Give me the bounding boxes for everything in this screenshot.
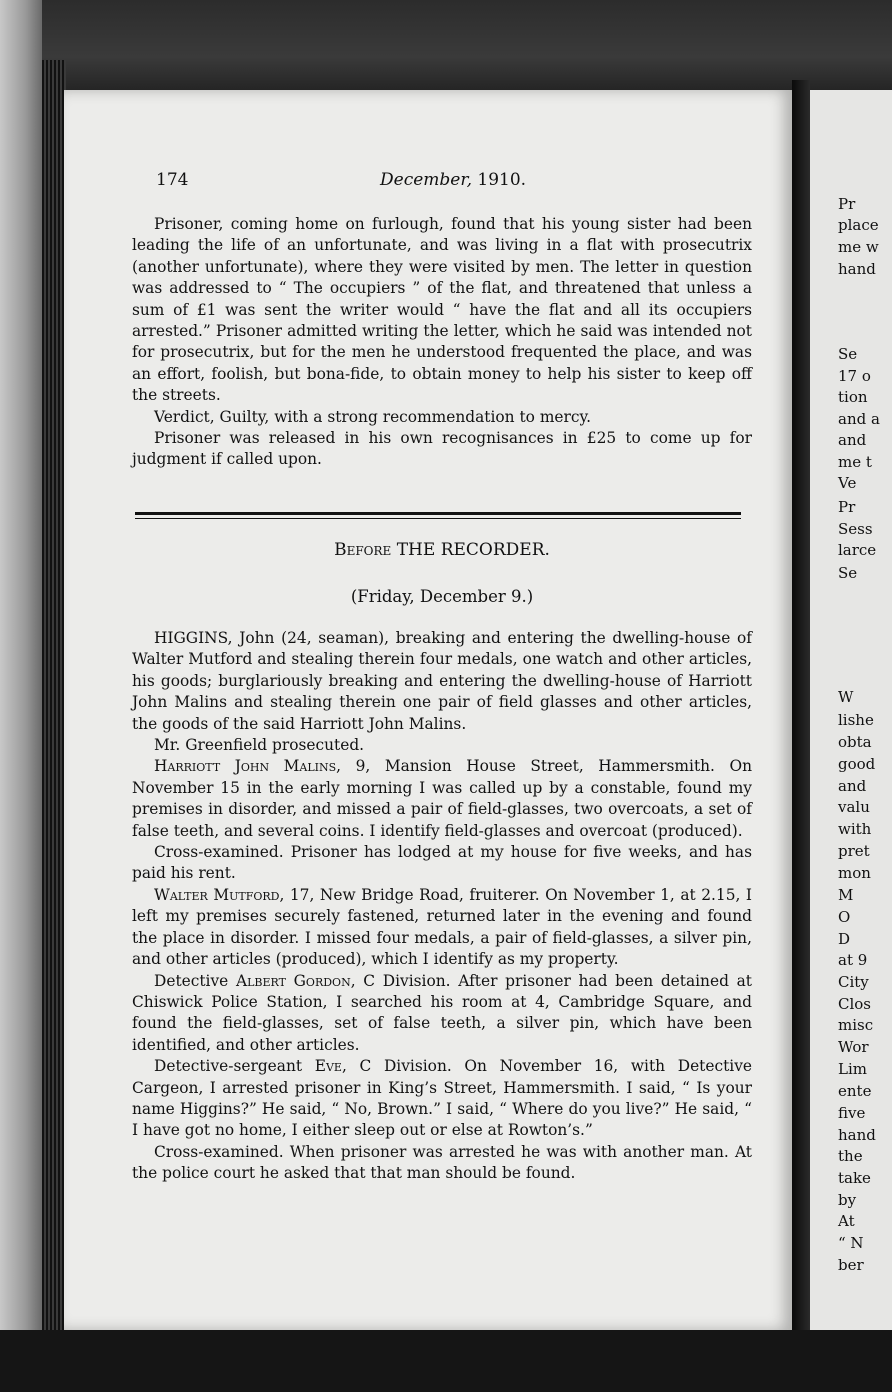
scan-top-border [0, 0, 892, 95]
right-page-fragment: Sess [838, 520, 873, 538]
right-page-fragment: five [838, 1104, 866, 1122]
right-page-fragment: misc [838, 1016, 874, 1034]
previous-case-text [132, 214, 752, 471]
sentence-paragraph: Prisoner was released in his own recognisances in £25 to come up for judgment if called upon. [132, 429, 752, 469]
book-gutter [792, 80, 810, 1350]
right-page-fragment: obta [838, 733, 872, 751]
indictment-paragraph: HIGGINS, John (24, seaman), breaking and entering the dwelling-house of Walter Mutford and stealing therein four medals, one watch and other articles, his goods; burglariously breaking and entering the dwelling-house of Harriott John Malins and stealing therein one pair of field glasses and other articles, the goods of the said Harriott John Malins. [132, 629, 752, 733]
section-divider [135, 512, 741, 519]
right-page-fragment: me w [838, 238, 879, 256]
book-page-edges [42, 60, 66, 1330]
right-page-fragment: lishe [838, 711, 874, 729]
witness-mutford-paragraph: Walter Mutford, 17, New Bridge Road, fruiterer. On November 1, at 2.15, I left my premises securely fastened, returned later in the evening and found the place in disorder. I missed four medals, a pair of field-glasses, a silver pin, and other articles (produced), which I identify as my property. [132, 885, 752, 969]
witness-name: Walter Mutford [154, 885, 280, 904]
right-page-fragment: good [838, 755, 876, 773]
witness-malins-paragraph: Harriott John Malins, 9, Mansion House Street, Hammersmith. On November 15 in the early morning I was called up by a constable, found my premises in disorder, and missed a pair of field-glasses, two overcoats, a set of false teeth, and several coins. I identify field-glasses and overcoat (produced). [132, 757, 752, 840]
right-page-fragment: hand [838, 260, 876, 278]
right-page-fragment: by [838, 1191, 857, 1209]
right-page-fragment: O [838, 908, 851, 926]
higgins-case-text [132, 628, 752, 1185]
right-page-fragment: at 9 [838, 951, 868, 969]
right-page-fragment: mon [838, 864, 871, 882]
right-page-fragment: City [838, 973, 869, 991]
right-page-fragment: take [838, 1169, 871, 1187]
header-year: 1910. [477, 170, 527, 190]
heading-before: Before [334, 540, 392, 560]
right-page-fragment: D [838, 930, 851, 948]
right-page-fragment: Clos [838, 995, 872, 1013]
right-page-fragment: and a [838, 410, 880, 428]
scan-left-margin [0, 0, 42, 1392]
right-page-fragment: valu [838, 798, 870, 816]
right-page-fragment: Se [838, 564, 858, 582]
right-page-fragment: 17 o [838, 367, 871, 385]
right-page-fragment: pret [838, 842, 870, 860]
page-number: 174 [156, 170, 189, 190]
right-page-fragment: Wor [838, 1038, 869, 1056]
right-page-fragment: M [838, 886, 854, 904]
right-page-fragment: Ve [838, 474, 857, 492]
right-page-fragment: ber [838, 1256, 864, 1274]
verdict-paragraph: Verdict, Guilty, with a strong recommendation to mercy. [154, 407, 592, 426]
prosecution-paragraph: Mr. Greenfield prosecuted. [154, 736, 365, 755]
right-page-fragment: tion [838, 388, 868, 406]
header-month: December, [380, 170, 472, 190]
right-page-fragment: and [838, 777, 867, 795]
right-page-fragment: larce [838, 541, 877, 559]
header-date [380, 170, 526, 190]
witness-name: Eve [314, 1057, 342, 1076]
heading-recorder: THE RECORDER. [396, 540, 550, 560]
witness-name: Albert Gordon [235, 971, 351, 990]
case-summary-paragraph: Prisoner, coming home on furlough, found that his young sister had been leading the life of an unfortunate, and was living in a flat with prosecutrix (another unfortunate), where they were visited by men. The letter in question was addressed to “ The occupiers ” of the flat, and threatened that unless a sum of £1 was sent the writer would “ have the flat and all its occupiers arrested.” Prisoner admitted writing the letter, which he said was intended not for prosecutrix, but for the men he understood frequented the place, and was an effort, foolish, but bona-fide, to obtain money to help his sister to keep off the streets. [132, 215, 752, 405]
right-page-fragment: Se [838, 345, 858, 363]
sitting-date: (Friday, December 9.) [350, 587, 534, 606]
running-header [92, 170, 772, 200]
right-page-fragment: the [838, 1147, 863, 1165]
right-page-fragment: Pr [838, 195, 856, 213]
witness-eve-paragraph: Detective-sergeant Eve, C Division. On November 16, with Detective Cargeon, I arrested prisoner in King’s Street, Hammersmith. I said, “ Is your name Higgins?” He said, “ No, Brown.” I said, “ Where do you live?” He said, “ I have got no home, I either sleep out or else at Rowton’s.” [132, 1057, 752, 1140]
right-page-fragment: and [838, 431, 867, 449]
right-page-fragment: W [838, 688, 854, 706]
witness-name: Harriott John Malins [154, 757, 337, 776]
right-page-fragment: me t [838, 453, 872, 471]
court-heading [132, 540, 752, 560]
right-page-fragment: “ N [838, 1234, 864, 1252]
right-page-fragment: with [838, 820, 872, 838]
right-page-fragment: ente [838, 1082, 872, 1100]
cross-examination-paragraph: Cross-examined. Prisoner has lodged at my house for five weeks, and has paid his rent. [132, 843, 752, 883]
cross-examination-paragraph: Cross-examined. When prisoner was arrested he was with another man. At the police court he asked that that man should be found. [132, 1142, 752, 1183]
right-page-fragment: Lim [838, 1060, 867, 1078]
right-page-fragment: hand [838, 1126, 876, 1144]
right-page-fragment: Pr [838, 498, 856, 516]
witness-gordon-paragraph: Detective Albert Gordon, C Division. After prisoner had been detained at Chiswick Police Station, I searched his room at 4, Cambridge Square, and found the field-glasses, set of false teeth, a silver pin, which have been identified, and other articles. [132, 971, 752, 1054]
right-page-fragment: At [838, 1212, 855, 1230]
right-page-fragment: place [838, 216, 879, 234]
scan-bottom-border [0, 1330, 892, 1392]
